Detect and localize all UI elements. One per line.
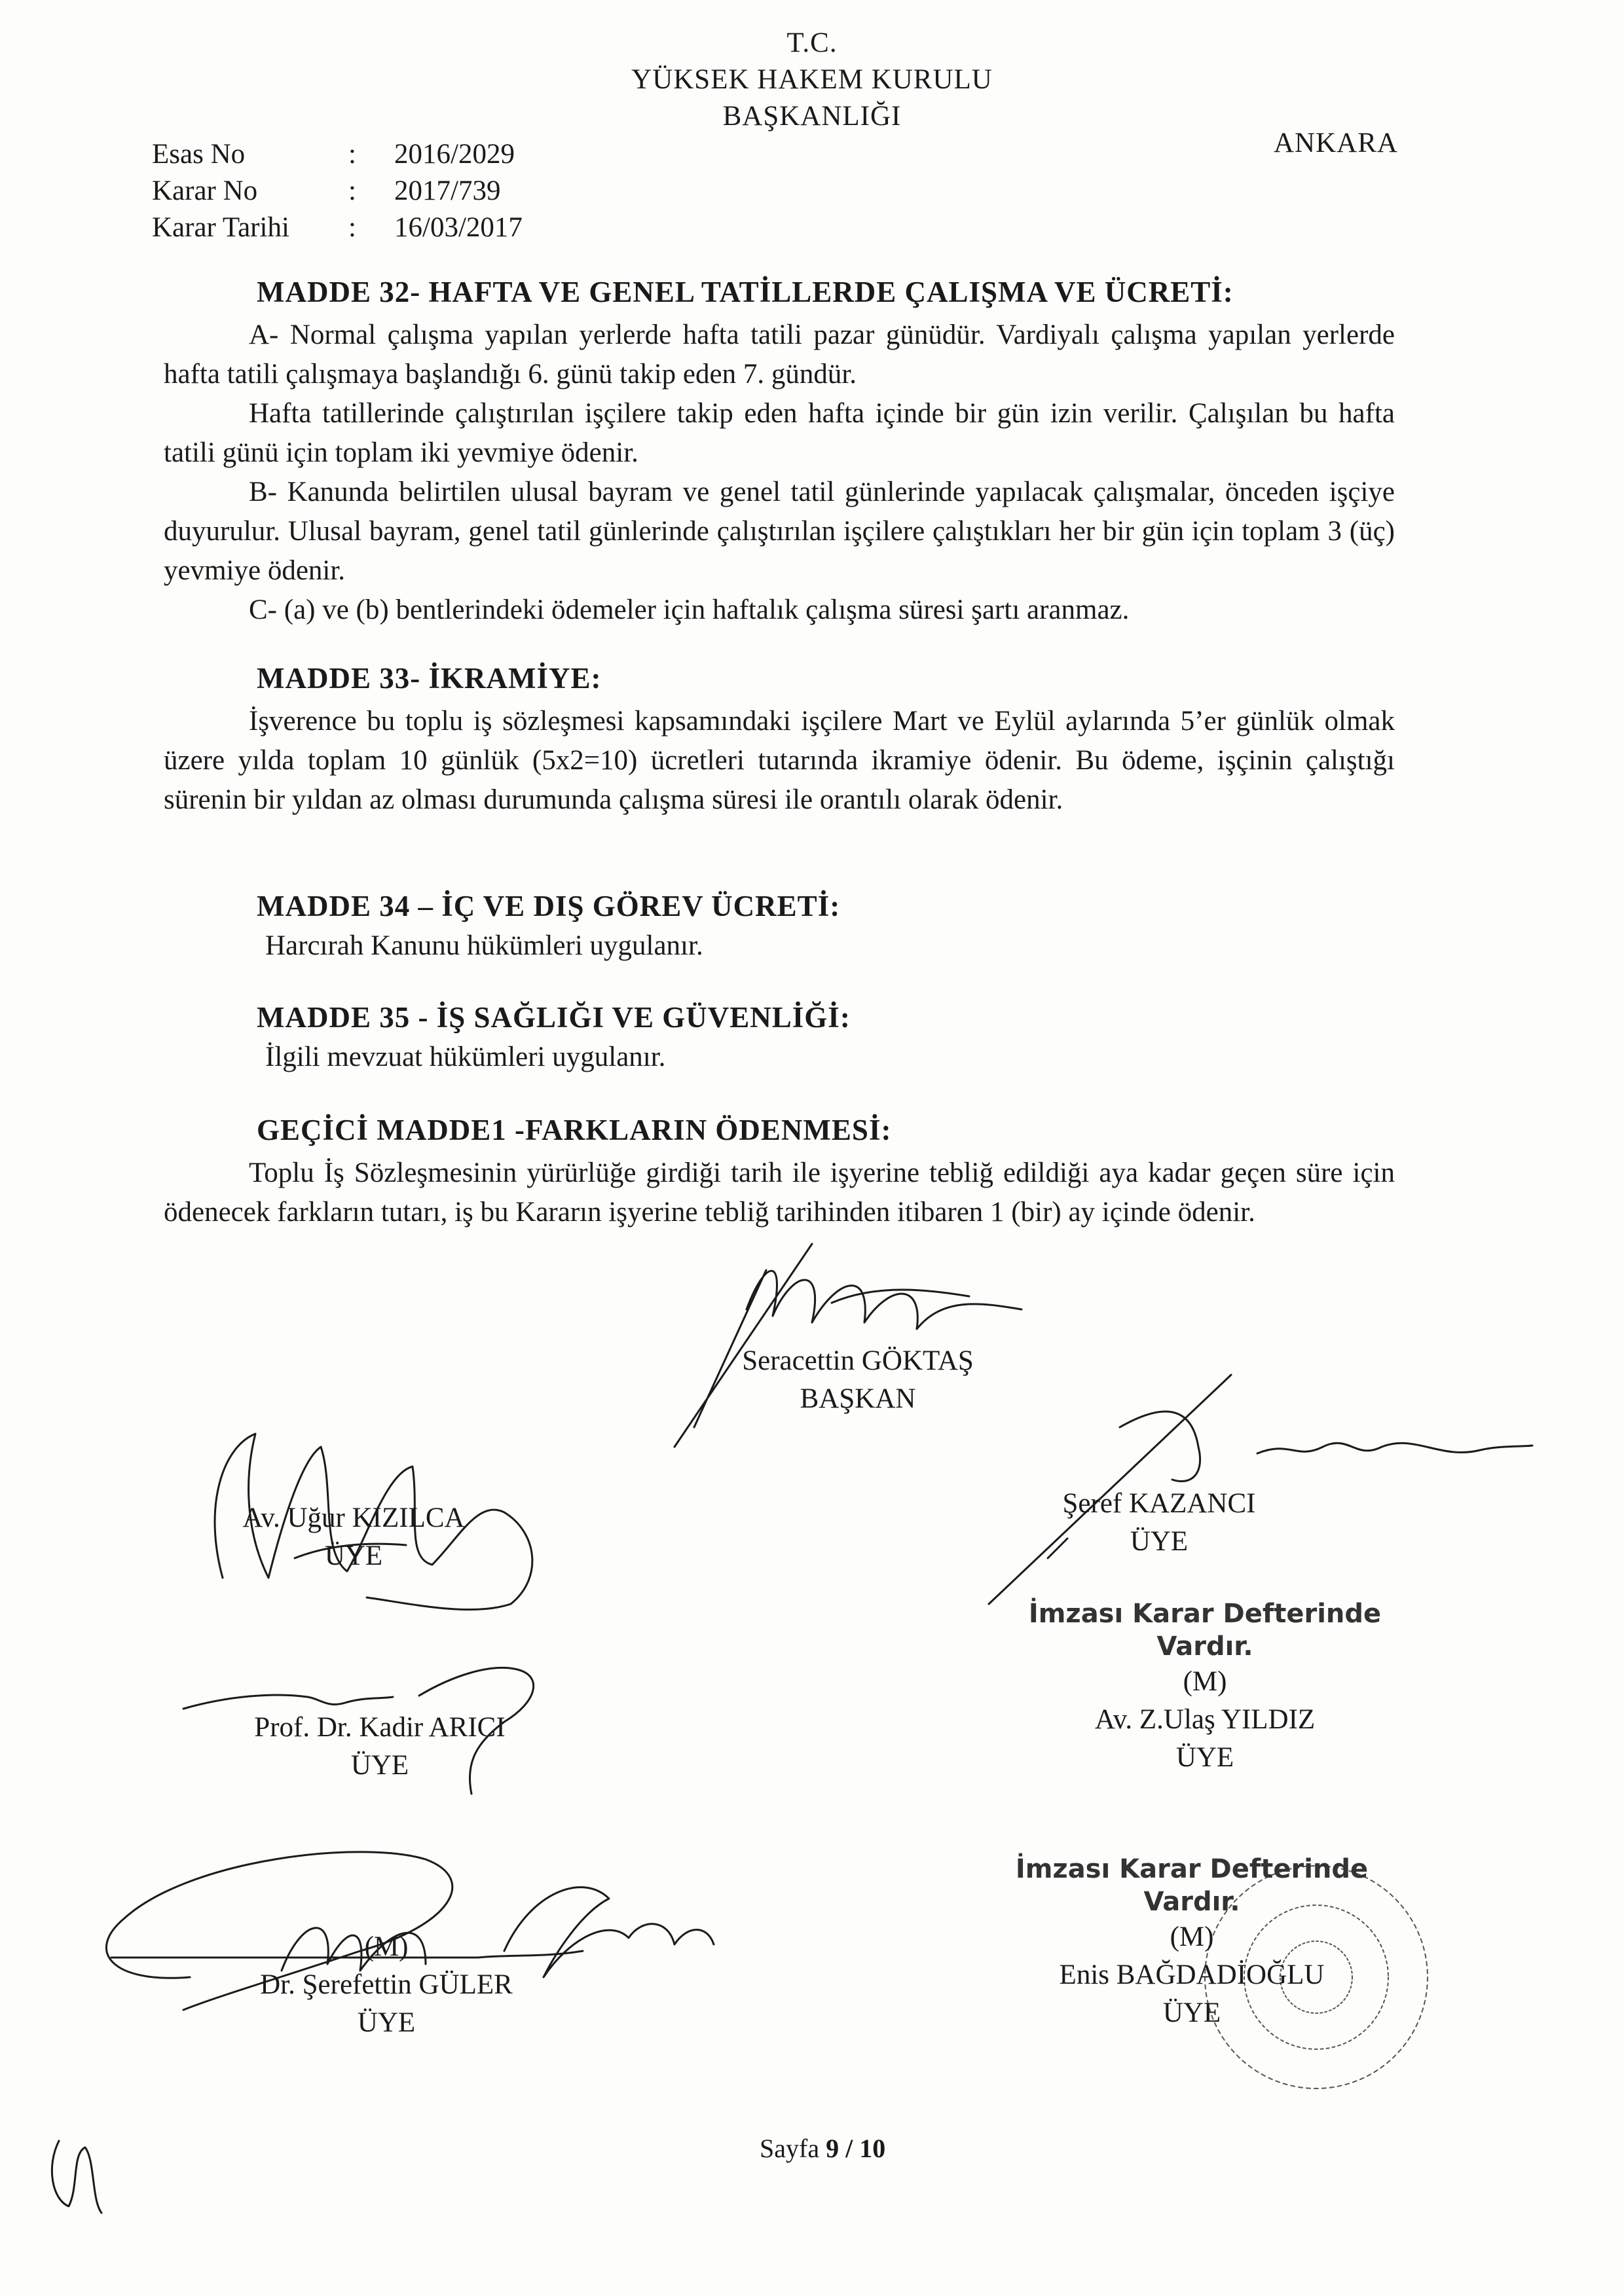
yildiz-note-suffix: Vardır. — [1156, 1631, 1253, 1662]
yildiz-block — [1022, 1597, 1388, 1777]
meta-label: Esas No — [152, 139, 246, 170]
case-metadata — [152, 136, 523, 246]
bagdadioglu-role: ÜYE — [1162, 1997, 1221, 2028]
karar-tarihi-value: 16/03/2017 — [394, 212, 523, 243]
esas-no-value: 2016/2029 — [394, 139, 515, 170]
meta-label: Karar Tarihi — [152, 212, 289, 243]
madde-33-body — [164, 702, 1395, 820]
madde-32-para-hafta: Hafta tatillerinde çalıştırılan işçilere takip eden hafta içinde bir gün izin verilir. Çalışılan bu hafta tatili günü için toplam iki yevmiye ödenir. — [164, 398, 1395, 468]
baskan-role: BAŞKAN — [800, 1383, 916, 1414]
yildiz-name: Av. Z.Ulaş YILDIZ — [1094, 1704, 1316, 1735]
gecici-madde-body — [164, 1154, 1395, 1232]
madde-32-para-a: A- Normal çalışma yapılan yerlerde hafta tatili pazar günüdür. Vardiyalı çalışma yapılan yerlerde hafta tatili çalışmaya başlandığı 6. günü takip eden 7. gündür. — [164, 319, 1395, 390]
page-number — [760, 2133, 885, 2164]
meta-label: Karar No — [152, 175, 258, 206]
karar-no-row — [152, 173, 523, 210]
arici-role: ÜYE — [350, 1750, 409, 1781]
madde-33-para: İşverence bu toplu iş sözleşmesi kapsamındaki işçilere Mart ve Eylül aylarında 5’er günlük olmak üzere yılda toplam 10 günlük (5x2=10) ücretleri tutarında ikramiye ödenir. Bu ödeme, işçinin çalıştığı sürenin bir yıldan az olması durumunda çalışma süresi ile orantılı olarak ödenir. — [164, 706, 1395, 815]
baskan-block — [694, 1342, 1022, 1418]
guler-role: ÜYE — [357, 2007, 416, 2038]
header-presidency: BAŞKANLIĞI — [722, 101, 902, 132]
yildiz-note: İmzası Karar Defterinde — [1028, 1599, 1382, 1629]
guler-mark: (M) — [364, 1931, 409, 1962]
madde-34-heading: MADDE 34 – İÇ VE DIŞ GÖREV ÜCRETİ: — [257, 890, 841, 922]
kazanci-block — [1022, 1485, 1297, 1561]
kazanci-name: Şeref KAZANCI — [1062, 1488, 1256, 1519]
bagdadioglu-name: Enis BAĞDADİOĞLU — [1059, 1959, 1325, 1990]
guler-name: Dr. Şerefettin GÜLER — [260, 1969, 513, 2000]
arici-block — [196, 1709, 563, 1785]
madde-34-text: Harcırah Kanunu hükümleri uygulanır. — [265, 930, 703, 961]
baskan-name: Seracettin GÖKTAŞ — [742, 1345, 974, 1376]
gecici-madde-para: Toplu İş Sözleşmesinin yürürlüğe girdiği tarih ile işyerine tebliğ edildiği aya kadar geçen süre için ödenecek farkların tutarı, iş bu Kararın işyerine tebliğ tarihinden itibaren 1 (bir) ay içinde ödenir. — [164, 1157, 1395, 1228]
gecici-madde-heading: GEÇİCİ MADDE1 -FARKLARIN ÖDENMESİ: — [257, 1114, 892, 1146]
bagdadioglu-block — [1008, 1853, 1375, 2032]
city-label: ANKARA — [1274, 128, 1398, 158]
madde-32-para-c: C- (a) ve (b) bentlerindeki ödemeler için haftalık çalışma süresi şartı aranmaz. — [249, 594, 1130, 625]
kizilca-block — [196, 1499, 511, 1575]
karar-no-value: 2017/739 — [394, 175, 501, 206]
meta-sep: : — [348, 212, 356, 243]
arici-name: Prof. Dr. Kadir ARICI — [254, 1712, 506, 1743]
madde-35-heading: MADDE 35 - İŞ SAĞLIĞI VE GÜVENLİĞİ: — [257, 1001, 851, 1034]
yildiz-mark: (M) — [1183, 1666, 1227, 1697]
meta-sep: : — [348, 175, 356, 206]
madde-32-para-b: B- Kanunda belirtilen ulusal bayram ve genel tatil günlerinde yapılacak çalışmalar, önceden işçiye duyurulur. Ulusal bayram, genel tatil günlerinde çalıştırılan işçilere çalıştıkları her bir gün için toplam 3 (üç) yevmiye ödenir. — [164, 477, 1395, 586]
madde-32-heading: MADDE 32- HAFTA VE GENEL TATİLLERDE ÇALIŞMA VE ÜCRETİ: — [257, 276, 1234, 308]
bagdadioglu-note-suffix: Vardır. — [1143, 1887, 1240, 1917]
kizilca-role: ÜYE — [324, 1540, 383, 1571]
margin-paraph-icon — [39, 2128, 111, 2219]
page-prefix: Sayfa — [760, 2134, 820, 2163]
header-tc: T.C. — [786, 27, 838, 58]
guler-block — [216, 1928, 557, 2042]
document-header — [485, 25, 1139, 135]
kizilca-name: Av. Uğur KIZILCA — [242, 1503, 465, 1533]
meta-sep: : — [348, 139, 356, 170]
karar-tarihi-row — [152, 210, 523, 246]
madde-32-body — [164, 316, 1395, 630]
madde-33-heading: MADDE 33- İKRAMİYE: — [257, 662, 602, 695]
page-value: 9 / 10 — [826, 2134, 886, 2163]
kazanci-role: ÜYE — [1130, 1526, 1189, 1557]
madde-35-text: İlgili mevzuat hükümleri uygulanır. — [265, 1042, 666, 1072]
bagdadioglu-note: İmzası Karar Defterinde — [1015, 1854, 1369, 1884]
yildiz-role: ÜYE — [1175, 1742, 1234, 1773]
bagdadioglu-mark: (M) — [1170, 1922, 1214, 1952]
header-institution: YÜKSEK HAKEM KURULU — [631, 64, 993, 95]
esas-no-row — [152, 136, 523, 173]
